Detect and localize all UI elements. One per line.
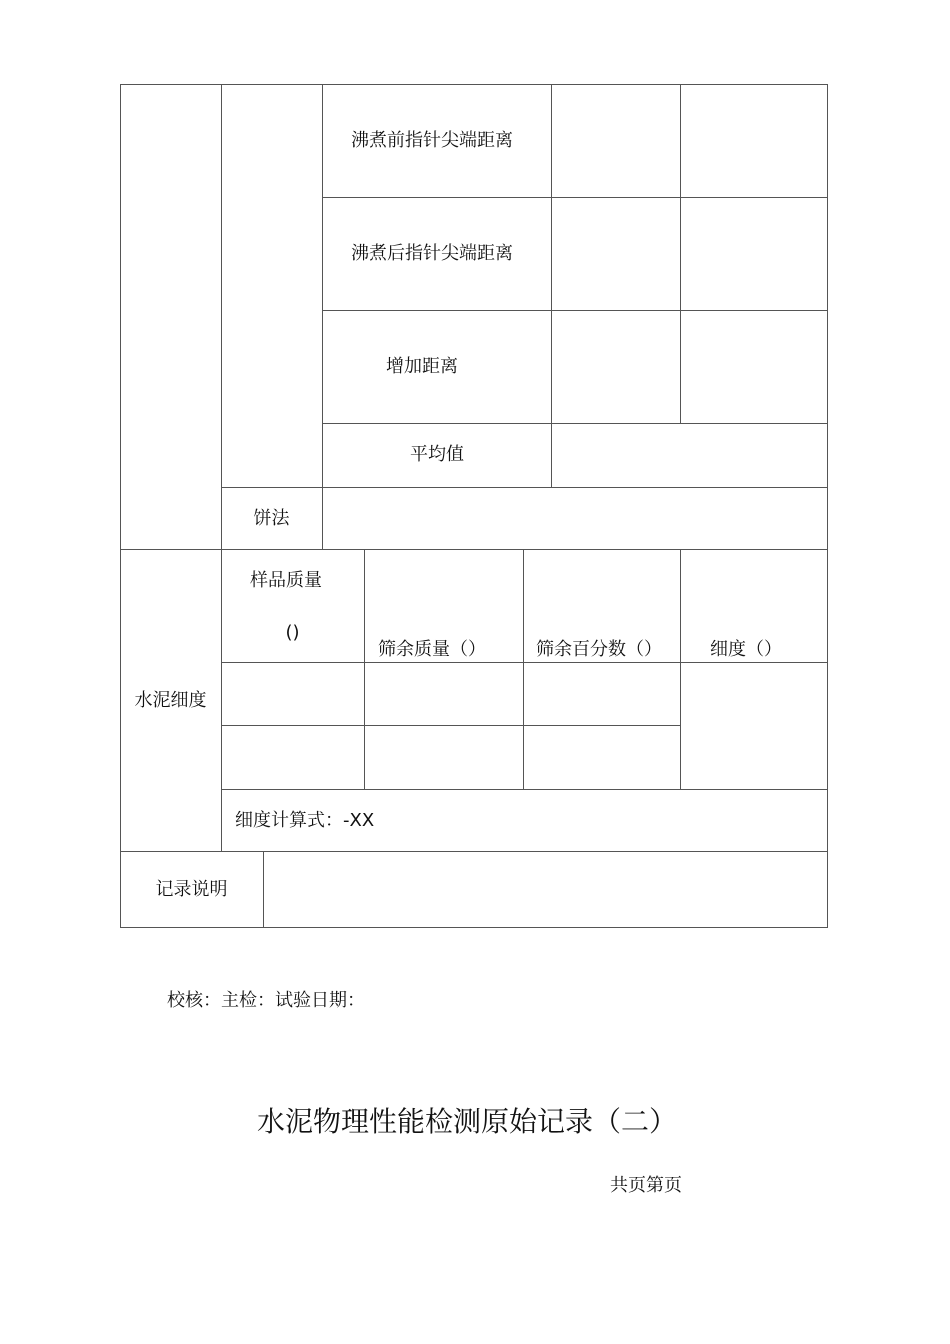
residue-mass-label: 筛余质量（） bbox=[378, 639, 486, 660]
table-border-right bbox=[827, 84, 828, 928]
grid-line bbox=[322, 423, 828, 424]
grid-line bbox=[680, 84, 681, 423]
average-label: 平均值 bbox=[410, 444, 464, 465]
signature-line: 校核：主检：试验日期： bbox=[167, 990, 365, 1011]
record-note-label: 记录说明 bbox=[155, 879, 228, 900]
table-border-left bbox=[120, 84, 121, 928]
grid-line bbox=[120, 549, 828, 550]
grid-line bbox=[322, 84, 323, 550]
before-boil-label: 沸煮前指针尖端距离 bbox=[351, 130, 513, 151]
residue-percent-label: 筛余百分数（） bbox=[536, 639, 662, 660]
grid-line bbox=[221, 662, 828, 663]
page-counter: 共页第页 bbox=[610, 1175, 682, 1196]
grid-line bbox=[221, 84, 222, 550]
grid-line bbox=[551, 84, 552, 487]
fineness-label: 细度（） bbox=[710, 639, 782, 660]
grid-line bbox=[322, 310, 828, 311]
grid-line bbox=[523, 549, 524, 790]
grid-line bbox=[221, 789, 828, 790]
table-border-top bbox=[120, 84, 828, 85]
grid-line bbox=[680, 549, 681, 790]
table-border-bottom bbox=[120, 927, 828, 928]
fineness-section-label: 水泥细度 bbox=[134, 690, 207, 711]
grid-line bbox=[221, 549, 222, 852]
increase-label: 增加距离 bbox=[386, 356, 458, 377]
after-boil-label: 沸煮后指针尖端距离 bbox=[351, 243, 513, 264]
grid-line bbox=[221, 725, 681, 726]
grid-line bbox=[120, 851, 828, 852]
pat-method-label: 饼法 bbox=[253, 508, 290, 529]
grid-line bbox=[221, 487, 828, 488]
grid-line bbox=[364, 549, 365, 790]
grid-line bbox=[322, 197, 828, 198]
sample-mass-unit: () bbox=[285, 622, 300, 643]
grid-line bbox=[263, 851, 264, 928]
fineness-formula: 细度计算式：-XX bbox=[235, 810, 375, 831]
page-title: 水泥物理性能检测原始记录（二） bbox=[256, 1105, 677, 1138]
sample-mass-label: 样品质量 bbox=[250, 570, 322, 591]
